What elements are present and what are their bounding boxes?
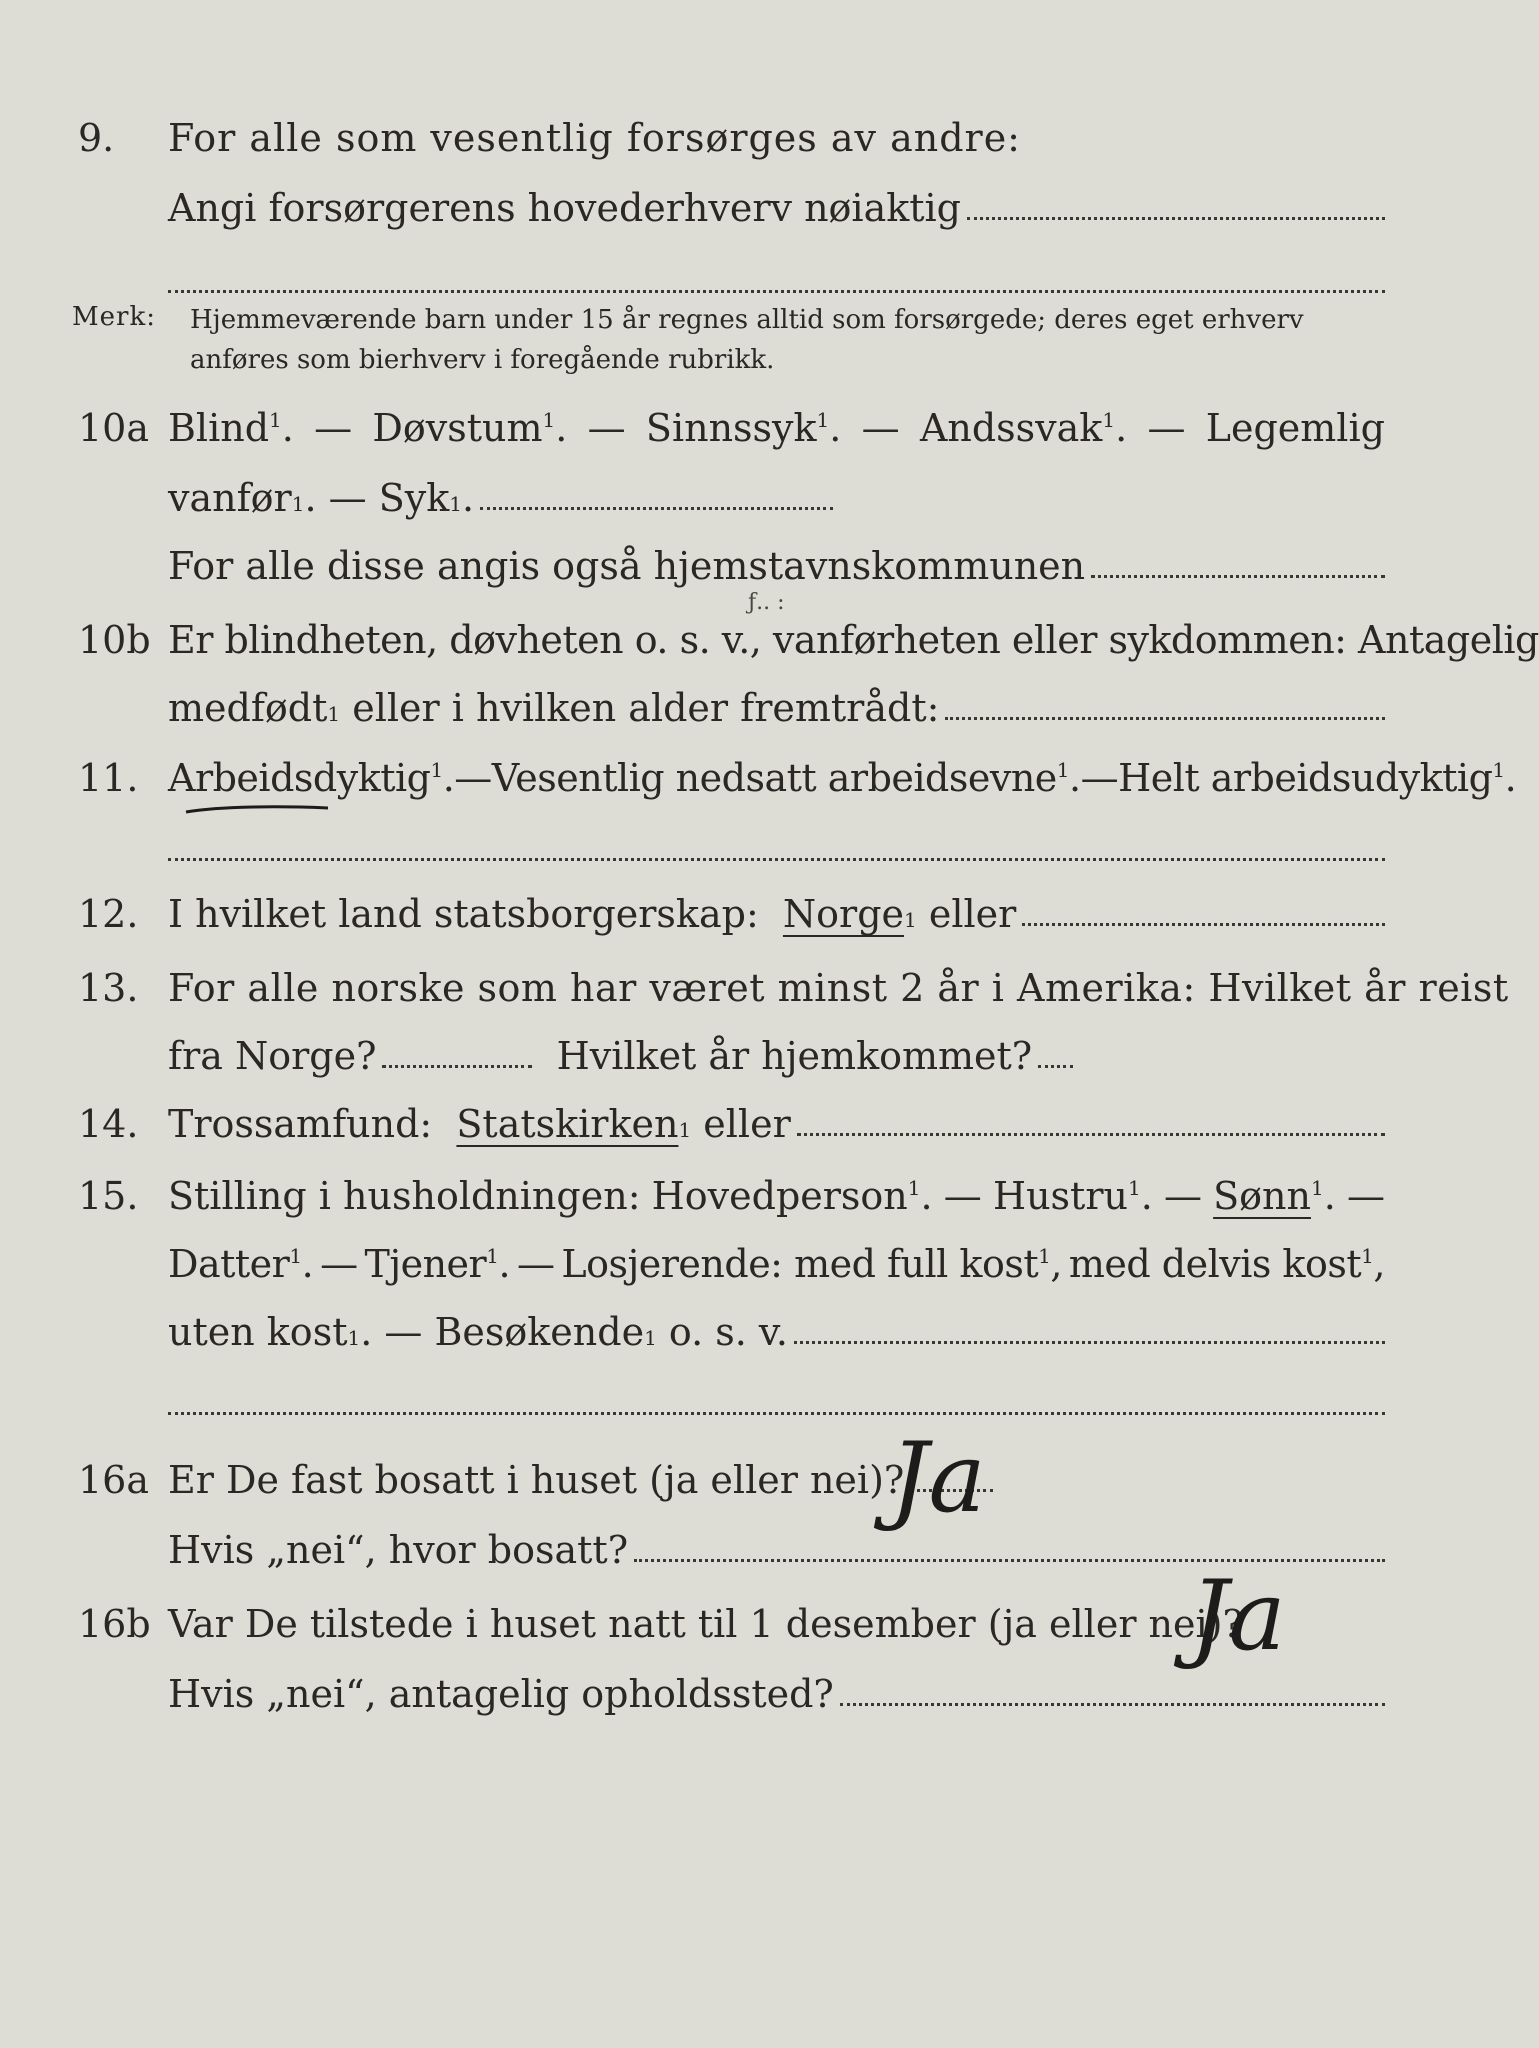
q10a-opt-blind: Blind [168,406,270,450]
q10b-opt-medfodt: medfødt [168,686,328,730]
q13-number: 13. [78,966,139,1010]
q16a-question: Er De fast bosatt i huset (ja eller nei)? [168,1458,905,1502]
q16b-number: 16b [78,1602,151,1646]
q10b-answer-field[interactable] [945,713,1385,720]
q15-opt-besokende: Besøkende [434,1310,645,1354]
merk-text-line2: anføres som bierhverv i foregående rubrikk. [190,345,775,375]
q16b-question: Var De tilstede i huset natt til 1 desember (ja eller nei)? [168,1602,1243,1646]
q9-answer-field-2[interactable] [168,290,1385,293]
q11-opt-udyktig: Helt arbeidsudyktig [1118,756,1493,800]
q10b-question: Er blindheten, døvheten o. s. v., vanførheten eller sykdommen: Antagelig [168,618,1539,662]
census-form-page: 9. For alle som vesentlig forsørges av andre: Angi forsørgerens hovederhverv nøiaktig Merk: Hjemmeværende barn under 15 år regnes alltid som forsørgede; deres eget erhverv anføres som bierhverv i foregående rubrikk. 10a Blind$^1$. — Døvstum$^1$. — Sinnssyk$^1$. — Andssvak$^1$. — Legemlig vanfør 1 . — Syk 1 . For alle disse angis også hjemstavnskommunen 10b Er blindheten, døvheten o. s. v., vanførheten eller sykdommen: Antagelig ƒ.. : medfødt 1 eller i hvilken alder fremtrådt: 11. Arbeidsdyktig$^1$. — Vesentlig nedsatt arbeidsevne$^1$. — Helt arbeidsudyktig$^1$. 12. I hvilket land statsborgerskap: Norge 1 eller 13. For alle norske som har været minst 2 år i Amerika: Hvilket år reist fra Norge? Hvilket år hjemkommet? 14. Trossamfund: Statskirken 1 eller 15. Stilling i husholdningen: Hovedperson$^1$. — Hustru$^1$. — Sønn$^1$. — Datter$^1$. — Tjener$^1$. — Losjerende: med full kost$^1$, med delvis kost$^1$, uten kost 1 . — Besøkende 1 o. s. v. 16a Er De fast bosatt i huset (ja eller nei)? Ja Hvis „nei“, hvor bosatt? 16b Var De tilstede i huset natt til 1 desember (ja eller nei)? Ja Hvis „nei“, antagelig opholdssted? [0,0,1473,2048]
q12-number: 12. [78,892,139,936]
q12-eller: eller [928,892,1017,936]
q16a-bosatt-question: Hvis „nei“, hvor bosatt? [168,1528,629,1572]
q16b-opphold-field[interactable] [840,1699,1385,1706]
q15-number: 15. [78,1174,139,1218]
q15-opt-hovedperson: Hovedperson [651,1174,908,1218]
q13-reist-question: fra Norge? [168,1034,377,1078]
q15-answer-field[interactable] [794,1337,1385,1344]
q15-answer-field-2[interactable] [168,1412,1385,1415]
q14-number: 14. [78,1102,139,1146]
q13-hjemkommet-question: Hvilket år hjemkommet? [556,1034,1033,1078]
q10a-hjemstavn-question: For alle disse angis også hjemstavnskommunen [168,544,1086,588]
q16b-opphold-question: Hvis „nei“, antagelig opholdssted? [168,1672,834,1716]
q13-hjemkommet-field[interactable] [1038,1061,1073,1068]
merk-label: Merk: [72,302,156,332]
q14-eller: eller [703,1102,791,1146]
q10a-number: 10a [78,406,150,450]
q12-answer-field[interactable] [1022,919,1385,926]
q16a-handwritten-answer: Ja [890,1422,986,1534]
q15-question: Stilling i husholdningen: [168,1174,641,1218]
q14-answer-field[interactable] [797,1129,1385,1136]
q15-opt-sonn: Sønn [1213,1174,1311,1218]
q15-opt-delvis-kost: med delvis kost [1068,1242,1362,1286]
q13-question: For alle norske som har været minst 2 år i Amerika: Hvilket år reist [168,966,1509,1010]
q14-question: Trossamfund: [168,1102,433,1146]
q12-opt-norge: Norge [782,892,905,936]
q10b-number: 10b [78,618,151,662]
q11-handwritten-underline [182,800,332,820]
q11-number: 11. [78,756,139,800]
q11-opt-arbeidsdyktig: Arbeidsdyktig [168,756,431,800]
q15-opt-hustru: Hustru [992,1174,1128,1218]
q10a-opt-syk: Syk [378,476,450,520]
q11-answer-field[interactable] [168,858,1385,861]
q14-opt-statskirken: Statskirken [456,1102,679,1146]
q16a-number: 16a [78,1458,150,1502]
q16b-handwritten-answer: Ja [1190,1560,1286,1672]
q11-opt-nedsatt: Vesentlig nedsatt arbeidsevne [491,756,1057,800]
q9-answer-field[interactable] [967,213,1385,220]
q10a-opt-legemlig: Legemlig [1205,406,1385,450]
q10a-hjemstavn-field[interactable] [1091,571,1385,578]
q10a-answer-field[interactable] [480,503,833,510]
q10a-opt-sinnssyk: Sinnssyk [645,406,817,450]
q10a-opt-vanfor: vanfør [168,476,292,520]
q10a-opt-dovstum: Døvstum [372,406,543,450]
q10b-alder-question: eller i hvilken alder fremtrådt: [352,686,940,730]
q10a-opt-andssvak: Andssvak [919,406,1103,450]
merk-text-line1: Hjemmeværende barn under 15 år regnes alltid som forsørgede; deres eget erhverv [190,305,1304,335]
q15-osv: o. s. v. [668,1310,788,1354]
q9-question: For alle som vesentlig forsørges av andre: [168,116,1021,160]
q15-opt-tjener: Tjener [364,1242,487,1286]
q12-question: I hvilket land statsborgerskap: [168,892,759,936]
q9-question-part2: Angi forsørgerens hovederhverv nøiaktig [168,186,962,230]
q15-opt-full-kost: Losjerende: med full kost [561,1242,1039,1286]
q15-opt-uten-kost: uten kost [168,1310,348,1354]
q9-number: 9. [78,116,115,160]
q13-reist-field[interactable] [382,1061,532,1068]
ink-annotation-mark: ƒ.. : [748,590,785,615]
q15-opt-datter: Datter [168,1242,290,1286]
